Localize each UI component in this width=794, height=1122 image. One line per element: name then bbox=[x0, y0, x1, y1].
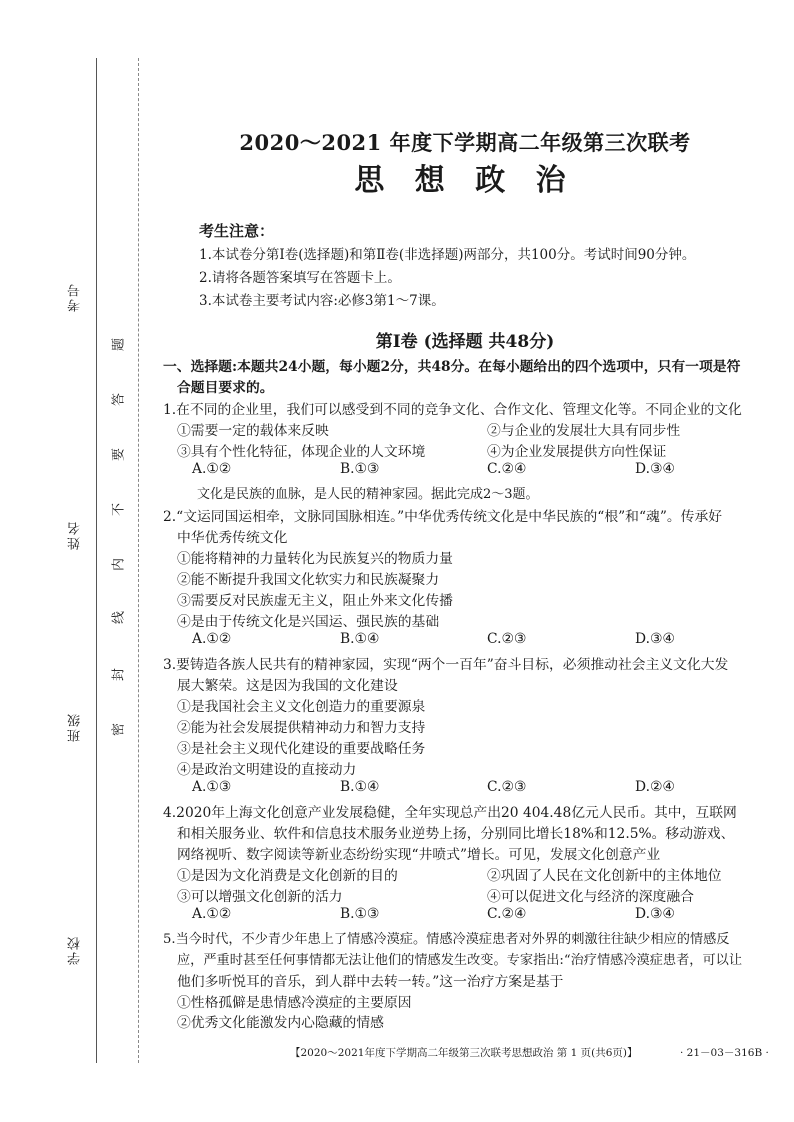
choice-b[interactable]: B.①③ bbox=[340, 461, 380, 477]
statement-option: ①需要一定的载体来反映 bbox=[177, 423, 329, 439]
exam-number-label: 考号 bbox=[68, 282, 83, 312]
question-stem: 2.“文运同国运相牵，文脉同国脉相连。”中华优秀传统文化是中华民族的“根”和“魂”。传承好 bbox=[163, 509, 723, 525]
subject-title: 思 想 政 治 bbox=[354, 163, 576, 198]
choice-a[interactable]: A.①② bbox=[192, 631, 232, 647]
question-stem-cont: 应，严重时甚至任何事情都无法让他们的情感发生改变。专家指出:“治疗情感冷漠症患者，可以让 bbox=[177, 953, 743, 968]
seal-char: 封 bbox=[111, 668, 127, 682]
notice-item: 1.本试卷分第Ⅰ卷(选择题)和第Ⅱ卷(非选择题)两部分，共100分。考试时间90分钟。 bbox=[199, 247, 696, 263]
choice-d[interactable]: D.③④ bbox=[635, 906, 675, 922]
statement-option: ②与企业的发展壮大具有同步性 bbox=[487, 423, 681, 439]
statement-option: ④可以促进文化与经济的深度融合 bbox=[487, 889, 694, 905]
part-title: 第Ⅰ卷 (选择题 共48分) bbox=[375, 332, 555, 352]
statement-option: ②能为社会发展提供精神动力和智力支持 bbox=[177, 720, 426, 736]
statement-option: ②巩固了人民在文化创新中的主体地位 bbox=[487, 868, 722, 884]
notice-item: 3.本试卷主要考试内容:必修3第1～7课。 bbox=[199, 293, 445, 309]
seal-char: 密 bbox=[111, 723, 127, 737]
statement-option: ③可以增强文化创新的活力 bbox=[177, 889, 343, 905]
material-intro: 文化是民族的血脉，是人民的精神家园。据此完成2～3题。 bbox=[197, 487, 539, 502]
seal-char: 要 bbox=[111, 448, 127, 462]
choice-b[interactable]: B.①④ bbox=[340, 631, 380, 647]
exam-title: 2020～2021 年度下学期高二年级第三次联考 bbox=[239, 130, 691, 155]
question-stem: 1.在不同的企业里，我们可以感受到不同的竞争文化、合作文化、管理文化等。不同企业的文化 bbox=[163, 402, 742, 418]
class-label: 班级 bbox=[68, 712, 83, 742]
seal-dashed-line bbox=[138, 58, 139, 1063]
choice-a[interactable]: A.①② bbox=[192, 906, 232, 922]
statement-option: ①是因为文化消费是文化创新的目的 bbox=[177, 868, 398, 884]
choice-d[interactable]: D.③④ bbox=[635, 461, 675, 477]
school-label: 学校 bbox=[68, 935, 83, 965]
choice-c[interactable]: C.②③ bbox=[487, 779, 527, 795]
choice-b[interactable]: B.①④ bbox=[340, 779, 380, 795]
section-instruction: 一、选择题:本题共24小题，每小题2分，共48分。在每小题给出的四个选项中，只有一项是符 bbox=[163, 359, 741, 375]
seal-char: 内 bbox=[111, 558, 127, 572]
statement-option: ④是政治文明建设的直接动力 bbox=[177, 762, 357, 778]
statement-option: ④是由于传统文化是兴国运、强民族的基础 bbox=[177, 614, 440, 630]
statement-option: ③具有个性化特征，体现企业的人文环境 bbox=[177, 444, 426, 460]
statement-option: ①性格孤僻是患情感冷漠症的主要原因 bbox=[177, 995, 412, 1011]
choice-d[interactable]: D.③④ bbox=[635, 631, 675, 647]
binding-line bbox=[96, 58, 97, 1063]
question-stem-cont: 他们多听悦耳的音乐，到人群中去转一转。”这一治疗方案是基于 bbox=[177, 974, 564, 990]
question-stem-cont: 网络视听、数字阅读等新业态纷纷实现“井喷式”增长。可见，发展文化创意产业 bbox=[177, 847, 661, 863]
question-stem: 3.要铸造各族人民共有的精神家园，实现“两个一百年”奋斗目标，必须推动社会主义文化大发 bbox=[163, 657, 729, 673]
notice-item: 2.请将各题答案填写在答题卡上。 bbox=[199, 270, 401, 286]
seal-char: 题 bbox=[111, 338, 127, 352]
choice-c[interactable]: C.②④ bbox=[487, 461, 527, 477]
question-stem: 4.2020年上海文化创意产业发展稳健，全年实现总产出20 404.48亿元人民币。其中，互联网 bbox=[163, 805, 737, 821]
statement-option: ①能将精神的力量转化为民族复兴的物质力量 bbox=[177, 551, 453, 567]
statement-option: ③是社会主义现代化建设的重要战略任务 bbox=[177, 741, 426, 757]
seal-char: 不 bbox=[111, 503, 127, 517]
paper-code: · 21－03－316B · bbox=[680, 1047, 769, 1059]
statement-option: ④为企业发展提供方向性保证 bbox=[487, 444, 667, 460]
choice-c[interactable]: C.②③ bbox=[487, 631, 527, 647]
choice-a[interactable]: A.①② bbox=[192, 461, 232, 477]
page-footer: 【2020～2021年度下学期高二年级第三次联考思想政治 第 1 页(共6页)】 bbox=[290, 1047, 638, 1059]
statement-option: ①是我国社会主义文化创造力的重要源泉 bbox=[177, 699, 426, 715]
question-stem: 5.当今时代，不少青少年患上了情感冷漠症。情感冷漠症患者对外界的刺激往往缺少相应的情感反 bbox=[163, 932, 730, 947]
statement-option: ②能不断提升我国文化软实力和民族凝聚力 bbox=[177, 572, 440, 588]
statement-option: ②优秀文化能激发内心隐藏的情感 bbox=[177, 1015, 384, 1031]
statement-option: ③需要反对民族虚无主义，阻止外来文化传播 bbox=[177, 593, 453, 609]
question-stem-cont: 中华优秀传统文化 bbox=[177, 530, 288, 546]
notice-heading: 考生注意： bbox=[199, 222, 275, 240]
choice-c[interactable]: C.②④ bbox=[487, 906, 527, 922]
seal-char: 答 bbox=[111, 393, 127, 407]
section-instruction-cont: 合题目要求的。 bbox=[177, 380, 274, 396]
name-label: 姓名 bbox=[68, 520, 83, 550]
question-stem-cont: 展大繁荣。这是因为我国的文化建设 bbox=[177, 678, 398, 694]
choice-a[interactable]: A.①③ bbox=[192, 779, 232, 795]
seal-char: 线 bbox=[111, 611, 127, 625]
choice-d[interactable]: D.②④ bbox=[635, 779, 675, 795]
question-stem-cont: 和相关服务业、软件和信息技术服务业逆势上扬，分别同比增长18%和12.5%。移动游戏、 bbox=[177, 826, 735, 842]
choice-b[interactable]: B.①③ bbox=[340, 906, 380, 922]
